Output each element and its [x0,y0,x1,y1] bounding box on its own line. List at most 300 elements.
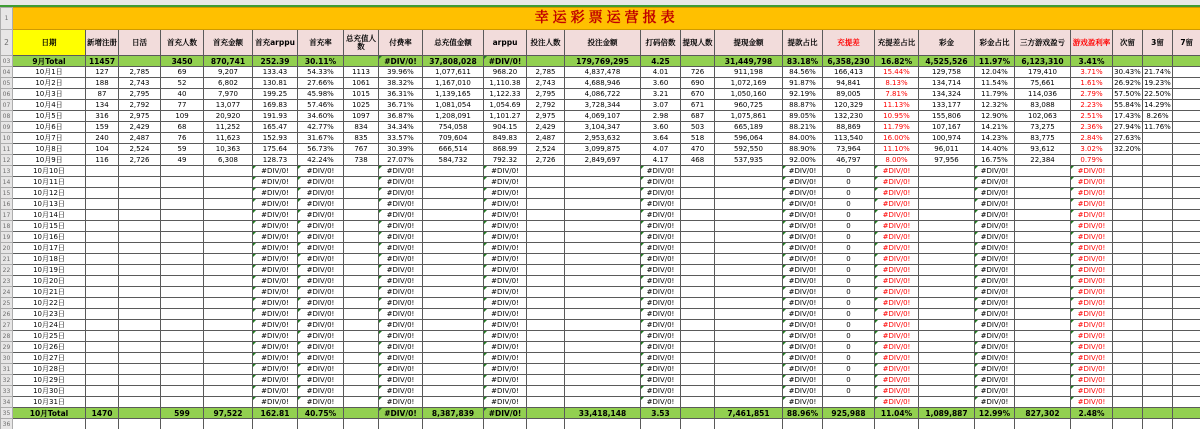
cell[interactable]: 3.60 [641,122,681,133]
cell[interactable] [1113,210,1143,221]
cell[interactable] [1015,177,1071,188]
column-header[interactable]: 提现金额 [715,30,783,56]
cell[interactable]: 503 [681,122,715,133]
cell[interactable]: 11.13% [875,100,919,111]
cell[interactable]: 179,769,295 [565,56,641,67]
cell[interactable] [423,265,484,276]
cell[interactable]: #DIV/0! [379,375,423,386]
cell[interactable]: #DIV/0! [379,397,423,408]
cell[interactable]: 4,525,526 [919,56,975,67]
cell[interactable]: #DIV/0! [783,397,823,408]
cell[interactable] [86,188,119,199]
cell[interactable] [527,177,565,188]
cell[interactable] [119,199,161,210]
cell[interactable] [119,221,161,232]
cell[interactable]: 134,324 [919,89,975,100]
cell[interactable] [1143,199,1173,210]
cell[interactable]: 134 [86,100,119,111]
date-cell[interactable]: 10月11日 [13,177,86,188]
cell[interactable]: 30.11% [298,56,344,67]
cell[interactable] [681,342,715,353]
cell[interactable] [1173,56,1200,67]
cell[interactable] [344,265,379,276]
cell[interactable]: 34.34% [379,122,423,133]
cell[interactable] [119,353,161,364]
date-cell[interactable]: 10月1日 [13,67,86,78]
cell[interactable] [681,221,715,232]
cell[interactable]: #DIV/0! [641,309,681,320]
cell[interactable]: #DIV/0! [783,364,823,375]
cell[interactable] [484,419,527,429]
cell[interactable] [344,254,379,265]
cell[interactable] [565,232,641,243]
cell[interactable]: 11.54% [975,78,1015,89]
cell[interactable] [715,287,783,298]
cell[interactable] [423,386,484,397]
cell[interactable]: #DIV/0! [1071,353,1113,364]
cell[interactable] [1143,243,1173,254]
cell[interactable] [161,221,204,232]
cell[interactable]: 92.00% [783,155,823,166]
cell[interactable]: #DIV/0! [298,342,344,353]
cell[interactable] [423,419,484,429]
cell[interactable]: #DIV/0! [379,386,423,397]
column-header[interactable]: 提现人数 [681,30,715,56]
cell[interactable] [681,210,715,221]
cell[interactable]: 39.96% [379,67,423,78]
cell[interactable] [681,254,715,265]
row-number[interactable]: 12 [1,155,13,166]
cell[interactable] [119,397,161,408]
cell[interactable] [641,419,681,429]
cell[interactable]: #DIV/0! [975,177,1015,188]
cell[interactable]: 26.92% [1114,78,1141,87]
cell[interactable]: 834 [344,122,379,133]
cell[interactable]: 0 [823,375,875,386]
cell[interactable] [161,419,204,429]
cell[interactable] [681,364,715,375]
cell[interactable]: 3.41% [1071,56,1113,67]
cell[interactable]: 968.20 [484,67,527,78]
cell[interactable]: 89.05% [783,111,823,122]
cell[interactable] [344,221,379,232]
cell[interactable] [119,265,161,276]
cell[interactable]: 738 [344,155,379,166]
cell[interactable] [1015,419,1071,429]
cell[interactable]: #DIV/0! [298,254,344,265]
cell[interactable] [86,276,119,287]
cell[interactable] [423,166,484,177]
cell[interactable] [423,177,484,188]
cell[interactable] [681,298,715,309]
cell[interactable]: #DIV/0! [298,199,344,210]
cell[interactable]: 17.43% [1114,111,1141,120]
cell[interactable]: 671 [681,100,715,111]
date-cell[interactable]: 10月26日 [13,342,86,353]
cell[interactable]: #DIV/0! [975,364,1015,375]
cell[interactable]: 30.43% [1114,67,1141,76]
cell[interactable]: #DIV/0! [783,386,823,397]
cell[interactable]: #DIV/0! [875,397,919,408]
cell[interactable] [204,210,253,221]
cell[interactable]: 120,329 [823,100,875,111]
cell[interactable]: 16.82% [875,56,919,67]
cell[interactable] [86,309,119,320]
cell[interactable] [919,188,975,199]
cell[interactable] [204,375,253,386]
cell[interactable] [527,243,565,254]
row-number[interactable]: 03 [1,56,13,67]
date-cell[interactable]: 10月4日 [13,100,86,111]
cell[interactable]: #DIV/0! [1071,364,1113,375]
cell[interactable]: 132,230 [823,111,875,122]
cell[interactable] [565,166,641,177]
cell[interactable] [527,166,565,177]
cell[interactable]: #DIV/0! [379,221,423,232]
cell[interactable] [161,243,204,254]
cell[interactable] [204,309,253,320]
cell[interactable]: 1470 [86,408,119,419]
cell[interactable]: 59 [161,144,204,155]
cell[interactable]: #DIV/0! [298,397,344,408]
cell[interactable]: #DIV/0! [975,353,1015,364]
cell[interactable]: 0 [823,243,875,254]
cell[interactable]: 1,072,169 [715,78,783,89]
cell[interactable] [161,320,204,331]
date-cell[interactable]: 10月20日 [13,276,86,287]
cell[interactable] [1143,276,1173,287]
cell[interactable] [565,320,641,331]
cell[interactable] [527,210,565,221]
cell[interactable]: 2.23% [1071,100,1113,111]
cell[interactable]: 1,139,165 [423,89,484,100]
cell[interactable] [344,375,379,386]
cell[interactable] [86,265,119,276]
cell[interactable]: #DIV/0! [783,353,823,364]
cell[interactable] [1143,408,1173,419]
cell[interactable]: 4,086,722 [565,89,641,100]
cell[interactable]: 252.39 [253,56,298,67]
cell[interactable] [919,309,975,320]
cell[interactable]: 36.31% [379,89,423,100]
cell[interactable]: 0 [823,199,875,210]
cell[interactable] [204,177,253,188]
cell[interactable]: #DIV/0! [875,221,919,232]
cell[interactable] [1113,155,1143,166]
cell[interactable]: #DIV/0! [975,342,1015,353]
cell[interactable] [1173,188,1200,199]
cell[interactable] [715,243,783,254]
cell[interactable]: #DIV/0! [484,375,527,386]
cell[interactable] [1015,342,1071,353]
cell[interactable]: #DIV/0! [1071,276,1113,287]
cell[interactable] [423,331,484,342]
cell[interactable] [823,419,875,429]
cell[interactable] [1113,320,1143,331]
cell[interactable]: 11457 [86,56,119,67]
cell[interactable]: 88.96% [783,408,823,419]
cell[interactable]: 21.74% [1144,67,1171,76]
cell[interactable]: 754,058 [423,122,484,133]
cell[interactable] [86,287,119,298]
cell[interactable] [1143,265,1173,276]
cell[interactable] [161,199,204,210]
cell[interactable]: #DIV/0! [379,254,423,265]
cell[interactable]: 666,514 [423,144,484,155]
cell[interactable] [919,210,975,221]
cell[interactable]: 40 [161,89,204,100]
cell[interactable]: #DIV/0! [1071,331,1113,342]
date-cell[interactable]: 10月24日 [13,320,86,331]
cell[interactable]: 11,623 [204,133,253,144]
cell[interactable]: #DIV/0! [484,287,527,298]
column-header[interactable]: 总充值人数 [344,30,379,56]
cell[interactable] [119,188,161,199]
cell[interactable]: 1,101.27 [484,111,527,122]
cell[interactable]: 1,050,160 [715,89,783,100]
cell[interactable] [1113,298,1143,309]
cell[interactable]: #DIV/0! [1071,166,1113,177]
cell[interactable]: 0 [823,353,875,364]
cell[interactable]: 4.17 [641,155,681,166]
cell[interactable] [1143,221,1173,232]
cell[interactable]: #DIV/0! [484,386,527,397]
cell[interactable]: 827,302 [1015,408,1071,419]
cell[interactable] [423,287,484,298]
cell[interactable] [681,408,715,419]
cell[interactable] [681,287,715,298]
cell[interactable]: 792.32 [484,155,527,166]
cell[interactable] [715,353,783,364]
cell[interactable]: 32.20% [1114,144,1141,153]
cell[interactable]: #DIV/0! [1071,309,1113,320]
cell[interactable] [344,287,379,298]
date-cell[interactable]: 10月10日 [13,166,86,177]
cell[interactable]: 4.01 [641,67,681,78]
date-cell[interactable]: 10月7日 [13,133,86,144]
cell[interactable] [681,353,715,364]
cell[interactable] [1113,221,1143,232]
cell[interactable]: 31.67% [298,133,344,144]
cell[interactable]: #DIV/0! [253,276,298,287]
cell[interactable]: 1,167,010 [423,78,484,89]
cell[interactable]: #DIV/0! [1071,232,1113,243]
cell[interactable]: #DIV/0! [875,243,919,254]
cell[interactable] [161,375,204,386]
cell[interactable]: 88,869 [823,122,875,133]
cell[interactable] [86,232,119,243]
date-cell[interactable]: 10月23日 [13,309,86,320]
cell[interactable] [681,188,715,199]
cell[interactable] [1015,199,1071,210]
cell[interactable]: #DIV/0! [253,265,298,276]
cell[interactable] [1143,375,1173,386]
cell[interactable]: 3.60 [641,78,681,89]
cell[interactable]: #DIV/0! [641,353,681,364]
cell[interactable]: #DIV/0! [484,177,527,188]
cell[interactable] [204,353,253,364]
cell[interactable]: 8.26% [1143,111,1173,122]
cell[interactable]: 849.83 [484,133,527,144]
cell[interactable] [1173,386,1200,397]
cell[interactable]: 0 [823,210,875,221]
date-cell[interactable]: 10月17日 [13,243,86,254]
date-cell[interactable]: 10月19日 [13,265,86,276]
column-header[interactable]: 日活 [119,30,161,56]
cell[interactable] [1173,287,1200,298]
cell[interactable] [1113,364,1143,375]
cell[interactable] [204,397,253,408]
cell[interactable] [715,166,783,177]
cell[interactable]: 15.44% [875,67,919,78]
cell[interactable] [1143,342,1173,353]
cell[interactable] [1173,133,1200,144]
cell[interactable] [527,232,565,243]
cell[interactable]: 2,429 [119,122,161,133]
cell[interactable]: #DIV/0! [875,287,919,298]
cell[interactable] [344,331,379,342]
cell[interactable] [1143,331,1173,342]
cell[interactable] [344,56,379,67]
cell[interactable] [1173,254,1200,265]
cell[interactable]: #DIV/0! [253,375,298,386]
cell[interactable] [423,397,484,408]
cell[interactable]: #DIV/0! [484,353,527,364]
cell[interactable] [1113,276,1143,287]
cell[interactable] [119,331,161,342]
cell[interactable] [527,342,565,353]
cell[interactable] [1113,199,1143,210]
cell[interactable]: 133,177 [919,100,975,111]
cell[interactable]: #DIV/0! [875,375,919,386]
cell[interactable] [527,188,565,199]
cell[interactable] [423,276,484,287]
cell[interactable] [1173,364,1200,375]
cell[interactable]: #DIV/0! [298,320,344,331]
date-cell[interactable]: 10月5日 [13,111,86,122]
cell[interactable]: #DIV/0! [875,353,919,364]
cell[interactable] [919,386,975,397]
cell[interactable] [204,287,253,298]
cell[interactable]: #DIV/0! [379,166,423,177]
cell[interactable] [161,364,204,375]
column-header[interactable]: 充提差 [823,30,875,56]
cell[interactable] [119,254,161,265]
cell[interactable] [1173,397,1200,408]
cell[interactable]: #DIV/0! [875,364,919,375]
cell[interactable]: #DIV/0! [1071,397,1113,408]
cell[interactable]: #DIV/0! [253,298,298,309]
cell[interactable] [681,375,715,386]
cell[interactable] [86,342,119,353]
cell[interactable]: 0 [823,276,875,287]
cell[interactable]: 12.99% [975,408,1015,419]
cell[interactable]: 22.50% [1144,89,1171,98]
cell[interactable] [344,232,379,243]
cell[interactable]: 537,935 [715,155,783,166]
cell[interactable]: #DIV/0! [253,232,298,243]
cell[interactable]: 2,785 [119,67,161,78]
cell[interactable] [1143,232,1173,243]
cell[interactable] [1143,166,1173,177]
cell[interactable] [119,287,161,298]
cell[interactable]: 2,743 [527,78,565,89]
cell[interactable] [1173,177,1200,188]
cell[interactable] [681,386,715,397]
row-number[interactable]: 16 [1,199,13,210]
cell[interactable]: #DIV/0! [783,342,823,353]
cell[interactable]: 0 [823,254,875,265]
cell[interactable] [204,188,253,199]
cell[interactable]: 670 [681,89,715,100]
cell[interactable]: 52 [161,78,204,89]
cell[interactable]: #DIV/0! [253,188,298,199]
cell[interactable] [1143,254,1173,265]
cell[interactable]: #DIV/0! [1071,177,1113,188]
cell[interactable]: 3.53 [641,408,681,419]
cell[interactable] [298,419,344,429]
cell[interactable] [1113,309,1143,320]
cell[interactable]: #DIV/0! [253,353,298,364]
cell[interactable] [681,56,715,67]
cell[interactable]: #DIV/0! [298,375,344,386]
cell[interactable]: #DIV/0! [975,243,1015,254]
cell[interactable] [1015,375,1071,386]
cell[interactable]: #DIV/0! [783,320,823,331]
cell[interactable]: #DIV/0! [379,56,423,67]
cell[interactable] [565,254,641,265]
cell[interactable] [565,342,641,353]
column-header[interactable]: 首充率 [298,30,344,56]
cell[interactable] [423,210,484,221]
cell[interactable] [1173,199,1200,210]
cell[interactable]: 3.64 [641,133,681,144]
cell[interactable]: 12.32% [975,100,1015,111]
cell[interactable] [1015,309,1071,320]
cell[interactable]: 14.23% [975,133,1015,144]
cell[interactable]: 84.56% [783,67,823,78]
row-number[interactable]: 19 [1,232,13,243]
cell[interactable]: #DIV/0! [298,232,344,243]
cell[interactable] [1173,408,1200,419]
cell[interactable] [565,210,641,221]
cell[interactable] [344,210,379,221]
cell[interactable] [344,320,379,331]
cell[interactable]: 4,837,478 [565,67,641,78]
cell[interactable]: 12.90% [975,111,1015,122]
cell[interactable] [1113,408,1143,419]
cell[interactable]: 83,775 [1015,133,1071,144]
cell[interactable] [1015,298,1071,309]
cell[interactable] [161,386,204,397]
cell[interactable]: #DIV/0! [783,265,823,276]
cell[interactable] [527,386,565,397]
cell[interactable] [919,364,975,375]
cell[interactable] [565,364,641,375]
cell[interactable]: #DIV/0! [641,254,681,265]
cell[interactable]: #DIV/0! [298,353,344,364]
cell[interactable] [1015,364,1071,375]
cell[interactable] [1015,320,1071,331]
cell[interactable]: 84.00% [783,133,823,144]
cell[interactable]: 2,975 [119,111,161,122]
column-header[interactable]: 次留 [1113,30,1143,56]
cell[interactable]: 2,785 [527,67,565,78]
cell[interactable] [715,397,783,408]
cell[interactable]: 2,975 [527,111,565,122]
cell[interactable]: #DIV/0! [379,232,423,243]
cell[interactable] [1015,287,1071,298]
